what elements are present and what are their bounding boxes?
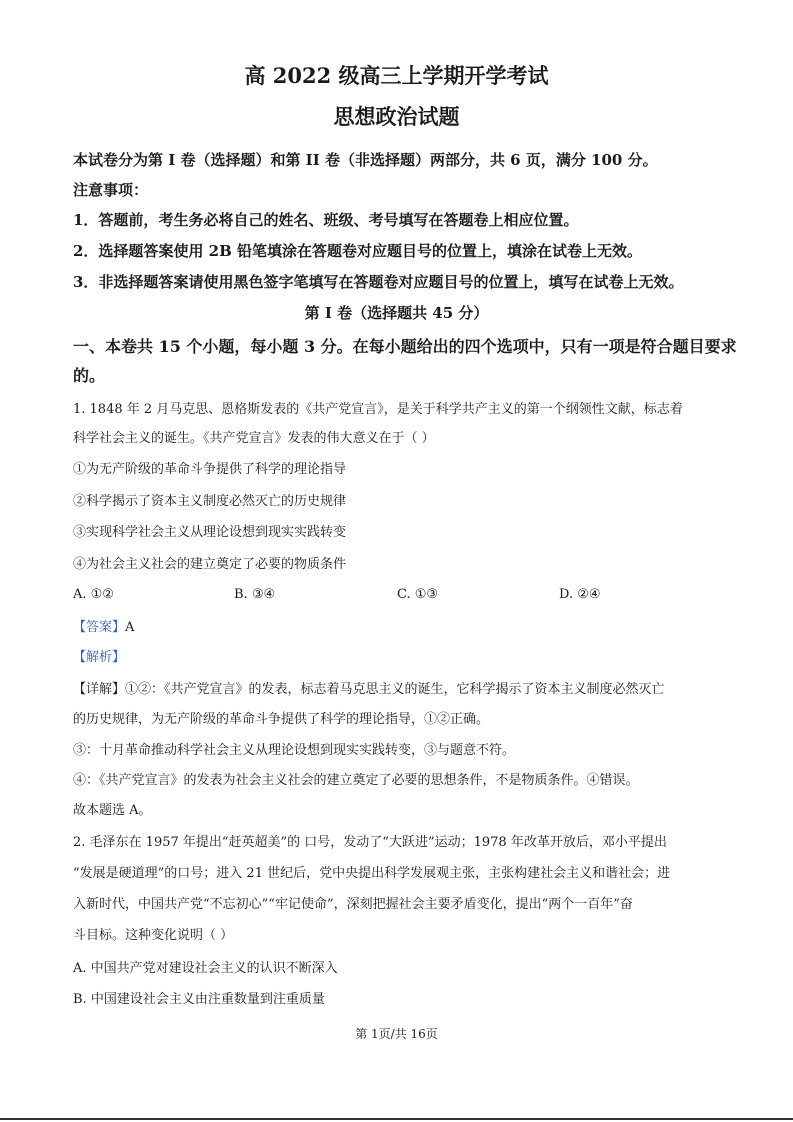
notice-title: 注意事项： — [73, 181, 149, 199]
q1-conclusion: 故本题选 A。 — [73, 803, 152, 818]
q1-item-3: ③实现科学社会主义从理论设想到现实实践转变 — [73, 525, 347, 540]
q1-detail-line-2: 的历史规律，为无产阶级的革命斗争提供了科学的理论指导，①②正确。 — [73, 712, 490, 727]
q2-stem-line-2: “发展是硬道理”的口号；进入 21 世纪后，党中央提出科学发展观主张，主张构建社会主义和谐社会；进 — [73, 866, 671, 881]
q2-option-a: A. 中国共产党对建设社会主义的认识不断深入 — [73, 961, 338, 976]
q1-stem-line-1: 1. 1848 年 2 月马克思、恩格斯发表的《共产党宣言》，是关于科学共产主义的第一个纲领性文献，标志着 — [73, 402, 683, 417]
detail-text-1: ①②：《共产党宣言》的发表，标志着马克思主义的诞生，它科学揭示了资本主义制度必然灭亡 — [125, 682, 665, 697]
bottom-divider — [0, 1118, 793, 1120]
q1-stem-line-2: 科学社会主义的诞生。《共产党宣言》发表的伟大意义在于（ ） — [73, 431, 435, 446]
q1-detail-line-1 — [73, 680, 665, 700]
q1-detail-line-3: ③：十月革命推动科学社会主义从理论设想到现实实践转变，③与题意不符。 — [73, 743, 516, 758]
page-number: 第 1页/共 16页 — [355, 1027, 438, 1041]
notice-item-1: 1．答题前，考生务必将自己的姓名、班级、考号填写在答题卷上相应位置。 — [73, 211, 579, 229]
section-instruction-line-1: 一、本卷共 15 个小题，每小题 3 分。在每小题给出的四个选项中，只有一项是符合题目要求 — [73, 337, 737, 356]
q1-item-1: ①为无产阶级的革命斗争提供了科学的理论指导 — [73, 462, 347, 477]
notice-item-2: 2．选择题答案使用 2B 铅笔填涂在答题卷对应题目号的位置上，填涂在试卷上无效。 — [73, 242, 643, 260]
section-instruction-line-2: 的。 — [73, 366, 106, 385]
q1-item-2: ②科学揭示了资本主义制度必然灭亡的历史规律 — [73, 494, 347, 509]
q2-stem-line-1: 2. 毛泽东在 1957 年提出“赶英超美”的 口号，发动了“大跃进”运动；1978 年改革开放后，邓小平提出 — [73, 835, 667, 850]
q1-option-a: A. ①② — [73, 587, 114, 602]
q1-detail-line-4: ④：《共产党宣言》的发表为社会主义社会的建立奠定了必要的思想条件，不是物质条件。④错误。 — [73, 773, 639, 788]
q2-stem-line-4: 斗目标。这种变化说明（ ） — [73, 928, 234, 943]
detail-tag: 【详解】 — [73, 682, 126, 697]
answer-tag: 【答案】 — [73, 620, 126, 635]
q1-option-c: C. ①③ — [397, 587, 439, 602]
q1-option-d: D. ②④ — [559, 587, 601, 602]
exam-title: 高 2022 级高三上学期开学考试 — [244, 63, 549, 88]
exam-structure-note: 本试卷分为第 I 卷（选择题）和第 II 卷（非选择题）两部分，共 6 页，满分 100 分。 — [73, 151, 658, 169]
section-title: 第 I 卷（选择题共 45 分） — [304, 304, 489, 322]
q1-item-4: ④为社会主义社会的建立奠定了必要的物质条件 — [73, 557, 347, 572]
q2-option-b: B. 中国建设社会主义由注重数量到注重质量 — [73, 992, 325, 1007]
q2-stem-line-3: 入新时代，中国共产党“不忘初心”“牢记使命”，深刻把握社会主要矛盾变化，提出“两个一百年”奋 — [73, 897, 633, 912]
analysis-tag: 【解析】 — [73, 650, 126, 665]
answer-value: A — [125, 620, 135, 635]
exam-subtitle: 思想政治试题 — [333, 104, 460, 129]
q1-option-b: B. ③④ — [234, 587, 276, 602]
q1-answer — [73, 618, 134, 638]
notice-item-3: 3．非选择题答案请使用黑色签字笔填写在答题卷对应题目号的位置上，填写在试卷上无效。 — [73, 273, 684, 291]
